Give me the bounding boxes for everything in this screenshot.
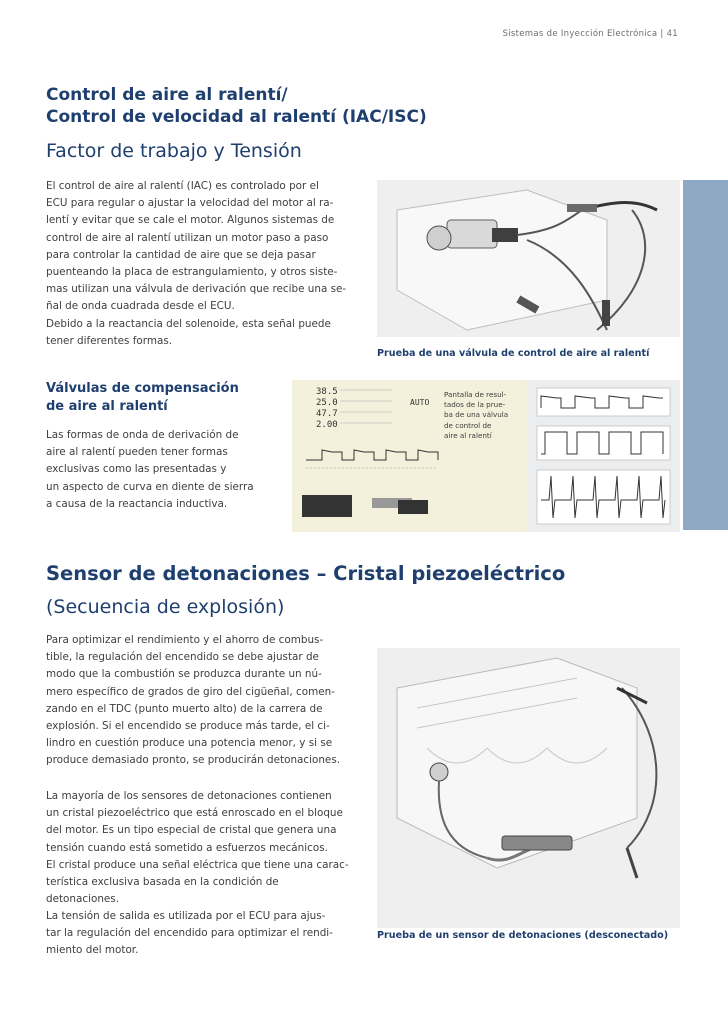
section2-paragraph: Las formas de onda de derivación de aire al ralentí pueden tener formas exclusivas como las presentadas y un aspecto de curva en diente de sierra a causa de la reactancia inductiva. (46, 429, 254, 510)
reading-4: 2.00 (316, 420, 338, 430)
reading-2: 25.0 (316, 398, 338, 408)
section3-paragraph3: La tensión de salida es utilizada por el ECU para ajus- tar la regulación del encendido para optimizar el rendi- miento del motor. (46, 910, 333, 957)
reading-1: 38.5 (316, 387, 338, 397)
section1-caption: Prueba de una válvula de control de aire al ralentí (377, 348, 650, 359)
section1-paragraph: El control de aire al ralentí (IAC) es controlado por el ECU para regular o ajustar la velocidad del motor al ra- lentí y evitar que se cale el motor. Algunos sistemas de control de aire al ralentí utilizan un motor paso a paso para controlar la cantidad de aire que se deja pasar puenteando la placa de estrangulamiento, y otros siste- mas utilizan una válvula de derivación que recibe una se- ñal de onda cuadrada desde el ECU. Debido a la reactancia del solenoide, esta señal puede tener diferentes formas. (46, 180, 347, 347)
section1-title-line2: Control de velocidad al ralentí (IAC/ISC) (46, 107, 427, 127)
valve-illustration (377, 180, 680, 337)
section3-paragraph1: Para optimizar el rendimiento y el ahorro de combus- tible, la regulación del encendido se debe ajustar de modo que la combustión se produzca durante un nú- mero específico de grados de giro del cigüeñal, comen- zando en el TDC (punto muerto alto) de la carrera de explosión. Si el encendido se produce más tarde, el ci- lindro en cuestión produce una potencia menor, y si se produce demasiado pronto, se producirán detonaciones. (46, 634, 341, 767)
section1-title-line1: Control de aire al ralentí/ (46, 85, 288, 105)
accent-bar (683, 180, 728, 530)
scope-mode: AUTO (410, 398, 430, 407)
section3-title: Sensor de detonaciones – Cristal piezoeléctrico (46, 562, 566, 585)
section3-caption: Prueba de un sensor de detonaciones (desconectado) (377, 930, 669, 941)
engine-illustration (377, 648, 680, 928)
waveform-samples (527, 380, 680, 532)
page-header: Sistemas de Inyección Electrónica | 41 (502, 29, 678, 39)
section2-title-line2: de aire al ralentí (46, 399, 168, 414)
section3-paragraph2: La mayoría de los sensores de detonaciones contienen un cristal piezoeléctrico que está enroscado en el bloque del motor. Es un tipo especial de cristal que genera una tensión cuando está sometido a esfuerzos mecánicos. El cristal produce una señal eléctrica que tiene una carac- terística exclusiva basada en la condición de detonaciones. (46, 790, 349, 906)
section2-title-line1: Válvulas de compensación (46, 381, 239, 396)
section1-subtitle: Factor de trabajo y Tensión (46, 140, 302, 162)
section3-subtitle: (Secuencia de explosión) (46, 596, 285, 618)
scope-caption: Pantalla de resul- tados de la prue- ba de una válvula de control de aire al ralentí (444, 390, 509, 440)
reading-3: 47.7 (316, 409, 338, 419)
